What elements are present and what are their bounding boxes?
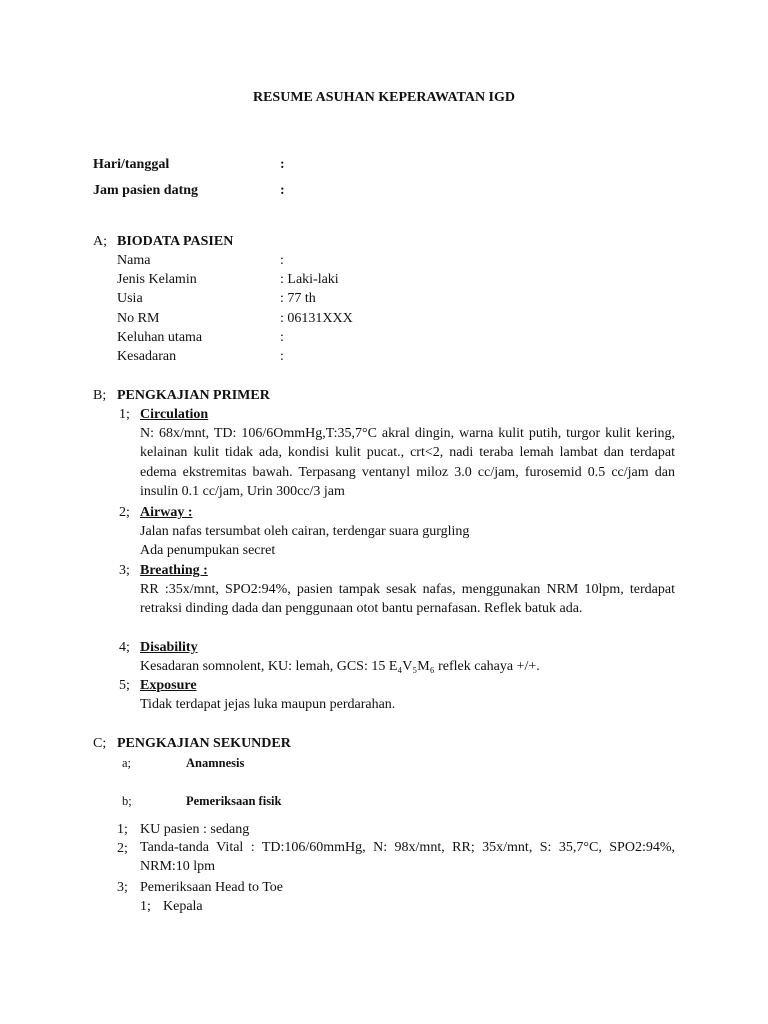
section-a-marker: A; xyxy=(93,234,107,249)
breathing-text: RR :35x/mnt, SPO2:94%, pasien tampak sesak nafas, menggunakan NRM 10lpm, terdapat retraksi dinding dada dan penggunaan otot bantu pernafasan. Reflek batuk ada. xyxy=(140,582,675,617)
sub-item-number: 1; xyxy=(140,899,151,914)
head-to-toe-text: Pemeriksaan Head to Toe xyxy=(140,880,283,895)
disability-text: Kesadaran somnolent, KU: lemah, GCS: 15 E₄V₅M₆ reflek cahaya +/+. xyxy=(140,659,540,674)
ku-pasien-text: KU pasien : sedang xyxy=(140,822,250,837)
biodata-label-nama: Nama xyxy=(117,253,151,268)
kepala-text: Kepala xyxy=(163,899,203,914)
biodata-value-usia: : 77 th xyxy=(280,291,316,306)
anamnesis-label: Anamnesis xyxy=(186,756,245,770)
item-number: 1; xyxy=(119,407,130,422)
item-number: 5; xyxy=(119,678,130,693)
biodata-label-kesadaran: Kesadaran xyxy=(117,349,177,364)
document-title: RESUME ASUHAN KEPERAWATAN IGD xyxy=(252,90,515,105)
biodata-value-kesadaran: : xyxy=(280,349,284,364)
biodata-value-nama: : xyxy=(280,253,284,268)
biodata-value-no-rm: : 06131XXX xyxy=(280,311,353,326)
breathing-heading: Breathing : xyxy=(140,563,208,578)
jam-pasien-label: Jam pasien datng xyxy=(93,183,199,198)
biodata-label-jenis-kelamin: Jenis Kelamin xyxy=(117,272,197,287)
item-number: 3; xyxy=(119,563,130,578)
biodata-value-jenis-kelamin: : Laki-laki xyxy=(280,272,339,287)
circulation-text: N: 68x/mnt, TD: 106/6OmmHg,T:35,7°C akral dingin, warna kulit putih, turgor kulit kering, kelainan kulit tidak ada, kondisi kulit pucat., crt<2, nadi teraba lemah lambat dan terdapat edema ekstremitas bawah. Terpasang ventanyl miloz 3.0 cc/jam, furosemid 0.5 cc/jam dan insulin 0.1 cc/jam, Urin 300cc/3 jam xyxy=(140,426,675,499)
hari-tanggal-label: Hari/tanggal xyxy=(93,157,170,172)
biodata-label-no-rm: No RM xyxy=(117,311,160,326)
item-number: 2; xyxy=(119,505,130,520)
sub-b-marker: b; xyxy=(122,794,132,808)
exposure-heading: Exposure xyxy=(140,678,197,693)
circulation-heading: Circulation xyxy=(140,407,209,422)
biodata-value-keluhan: : xyxy=(280,330,284,345)
sub-a-marker: a; xyxy=(122,756,132,770)
pemeriksaan-fisik-label: Pemeriksaan fisik xyxy=(186,794,282,808)
item-number: 1; xyxy=(117,822,128,837)
section-b-title: PENGKAJIAN PRIMER xyxy=(117,388,270,403)
disability-heading: Disability xyxy=(140,640,198,655)
exposure-text: Tidak terdapat jejas luka maupun perdarahan. xyxy=(140,697,396,712)
section-c-title: PENGKAJIAN SEKUNDER xyxy=(117,736,291,751)
vital-signs-text: Tanda-tanda Vital : TD:106/60mmHg, N: 98x/mnt, RR; 35x/mnt, S: 35,7°C, SPO2:94%, NRM:10 lpm xyxy=(140,840,675,875)
biodata-label-usia: Usia xyxy=(117,291,143,306)
airway-text-line2: Ada penumpukan secret xyxy=(140,543,276,558)
airway-text-line1: Jalan nafas tersumbat oleh cairan, terdengar suara gurgling xyxy=(140,524,470,539)
section-c-marker: C; xyxy=(93,736,107,751)
hari-tanggal-value: : xyxy=(280,157,285,172)
biodata-label-keluhan: Keluhan utama xyxy=(117,330,203,345)
item-number: 4; xyxy=(119,640,130,655)
item-number: 2; xyxy=(117,841,128,856)
airway-heading: Airway : xyxy=(140,505,193,520)
section-b-marker: B; xyxy=(93,388,107,403)
section-a-title: BIODATA PASIEN xyxy=(117,234,234,249)
item-number: 3; xyxy=(117,880,128,895)
jam-pasien-value: : xyxy=(280,183,285,198)
